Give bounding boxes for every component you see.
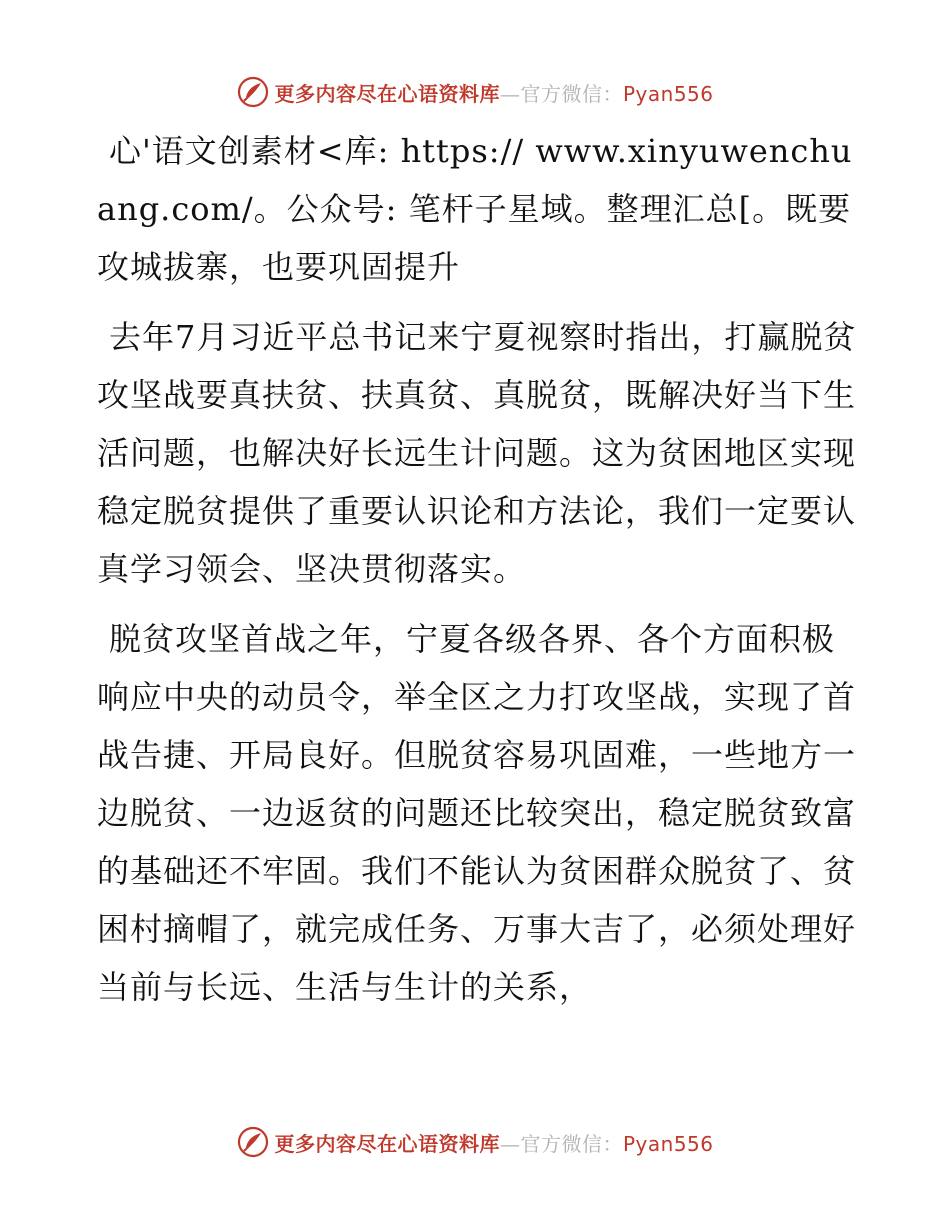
header-banner-text — [274, 78, 713, 107]
banner-site-name: 更多内容尽在心语资料库 — [274, 1131, 500, 1156]
logo-icon — [236, 75, 270, 109]
paragraph-2: 去年7月习近平总书记来宁夏视察时指出，打赢脱贫攻坚战要真扶贫、扶真贫、真脱贫，既解决好当下生活问题，也解决好长远生计问题。这为贫困地区实现稳定脱贫提供了重要认识论和方法论，我们一定要认真学习领会、坚决贯彻落实。 — [97, 318, 857, 588]
banner-wechat-id: Pyan556 — [622, 1131, 714, 1156]
banner-wechat-id: Pyan556 — [622, 81, 714, 106]
banner-site-name: 更多内容尽在心语资料库 — [274, 81, 500, 106]
paragraph-3: 脱贫攻坚首战之年，宁夏各级各界、各个方面积极响应中央的动员令，举全区之力打攻坚战，实现了首战告捷、开局良好。但脱贫容易巩固难，一些地方一边脱贫、一边返贫的问题还比较突出，稳定脱贫致富的基础还不牢固。我们不能认为贫困群众脱贫了、贫困村摘帽了，就完成任务、万事大吉了，必须处理好当前与长远、生活与生计的关系， — [97, 620, 857, 1006]
footer-banner — [0, 1122, 950, 1162]
banner-wechat-label: —官方微信： — [499, 1131, 623, 1156]
logo-icon — [236, 1125, 270, 1159]
banner-wechat-label: —官方微信： — [499, 81, 623, 106]
header-banner — [0, 72, 950, 112]
footer-banner-text — [274, 1128, 713, 1157]
document-body — [97, 122, 857, 1028]
paragraph-1: 心'语文创素材<库: https:// www.xinyuwenchuang.com/。公众号: 笔杆子星域。整理汇总[。既要攻城拔寨，也要巩固提升 — [97, 132, 853, 286]
